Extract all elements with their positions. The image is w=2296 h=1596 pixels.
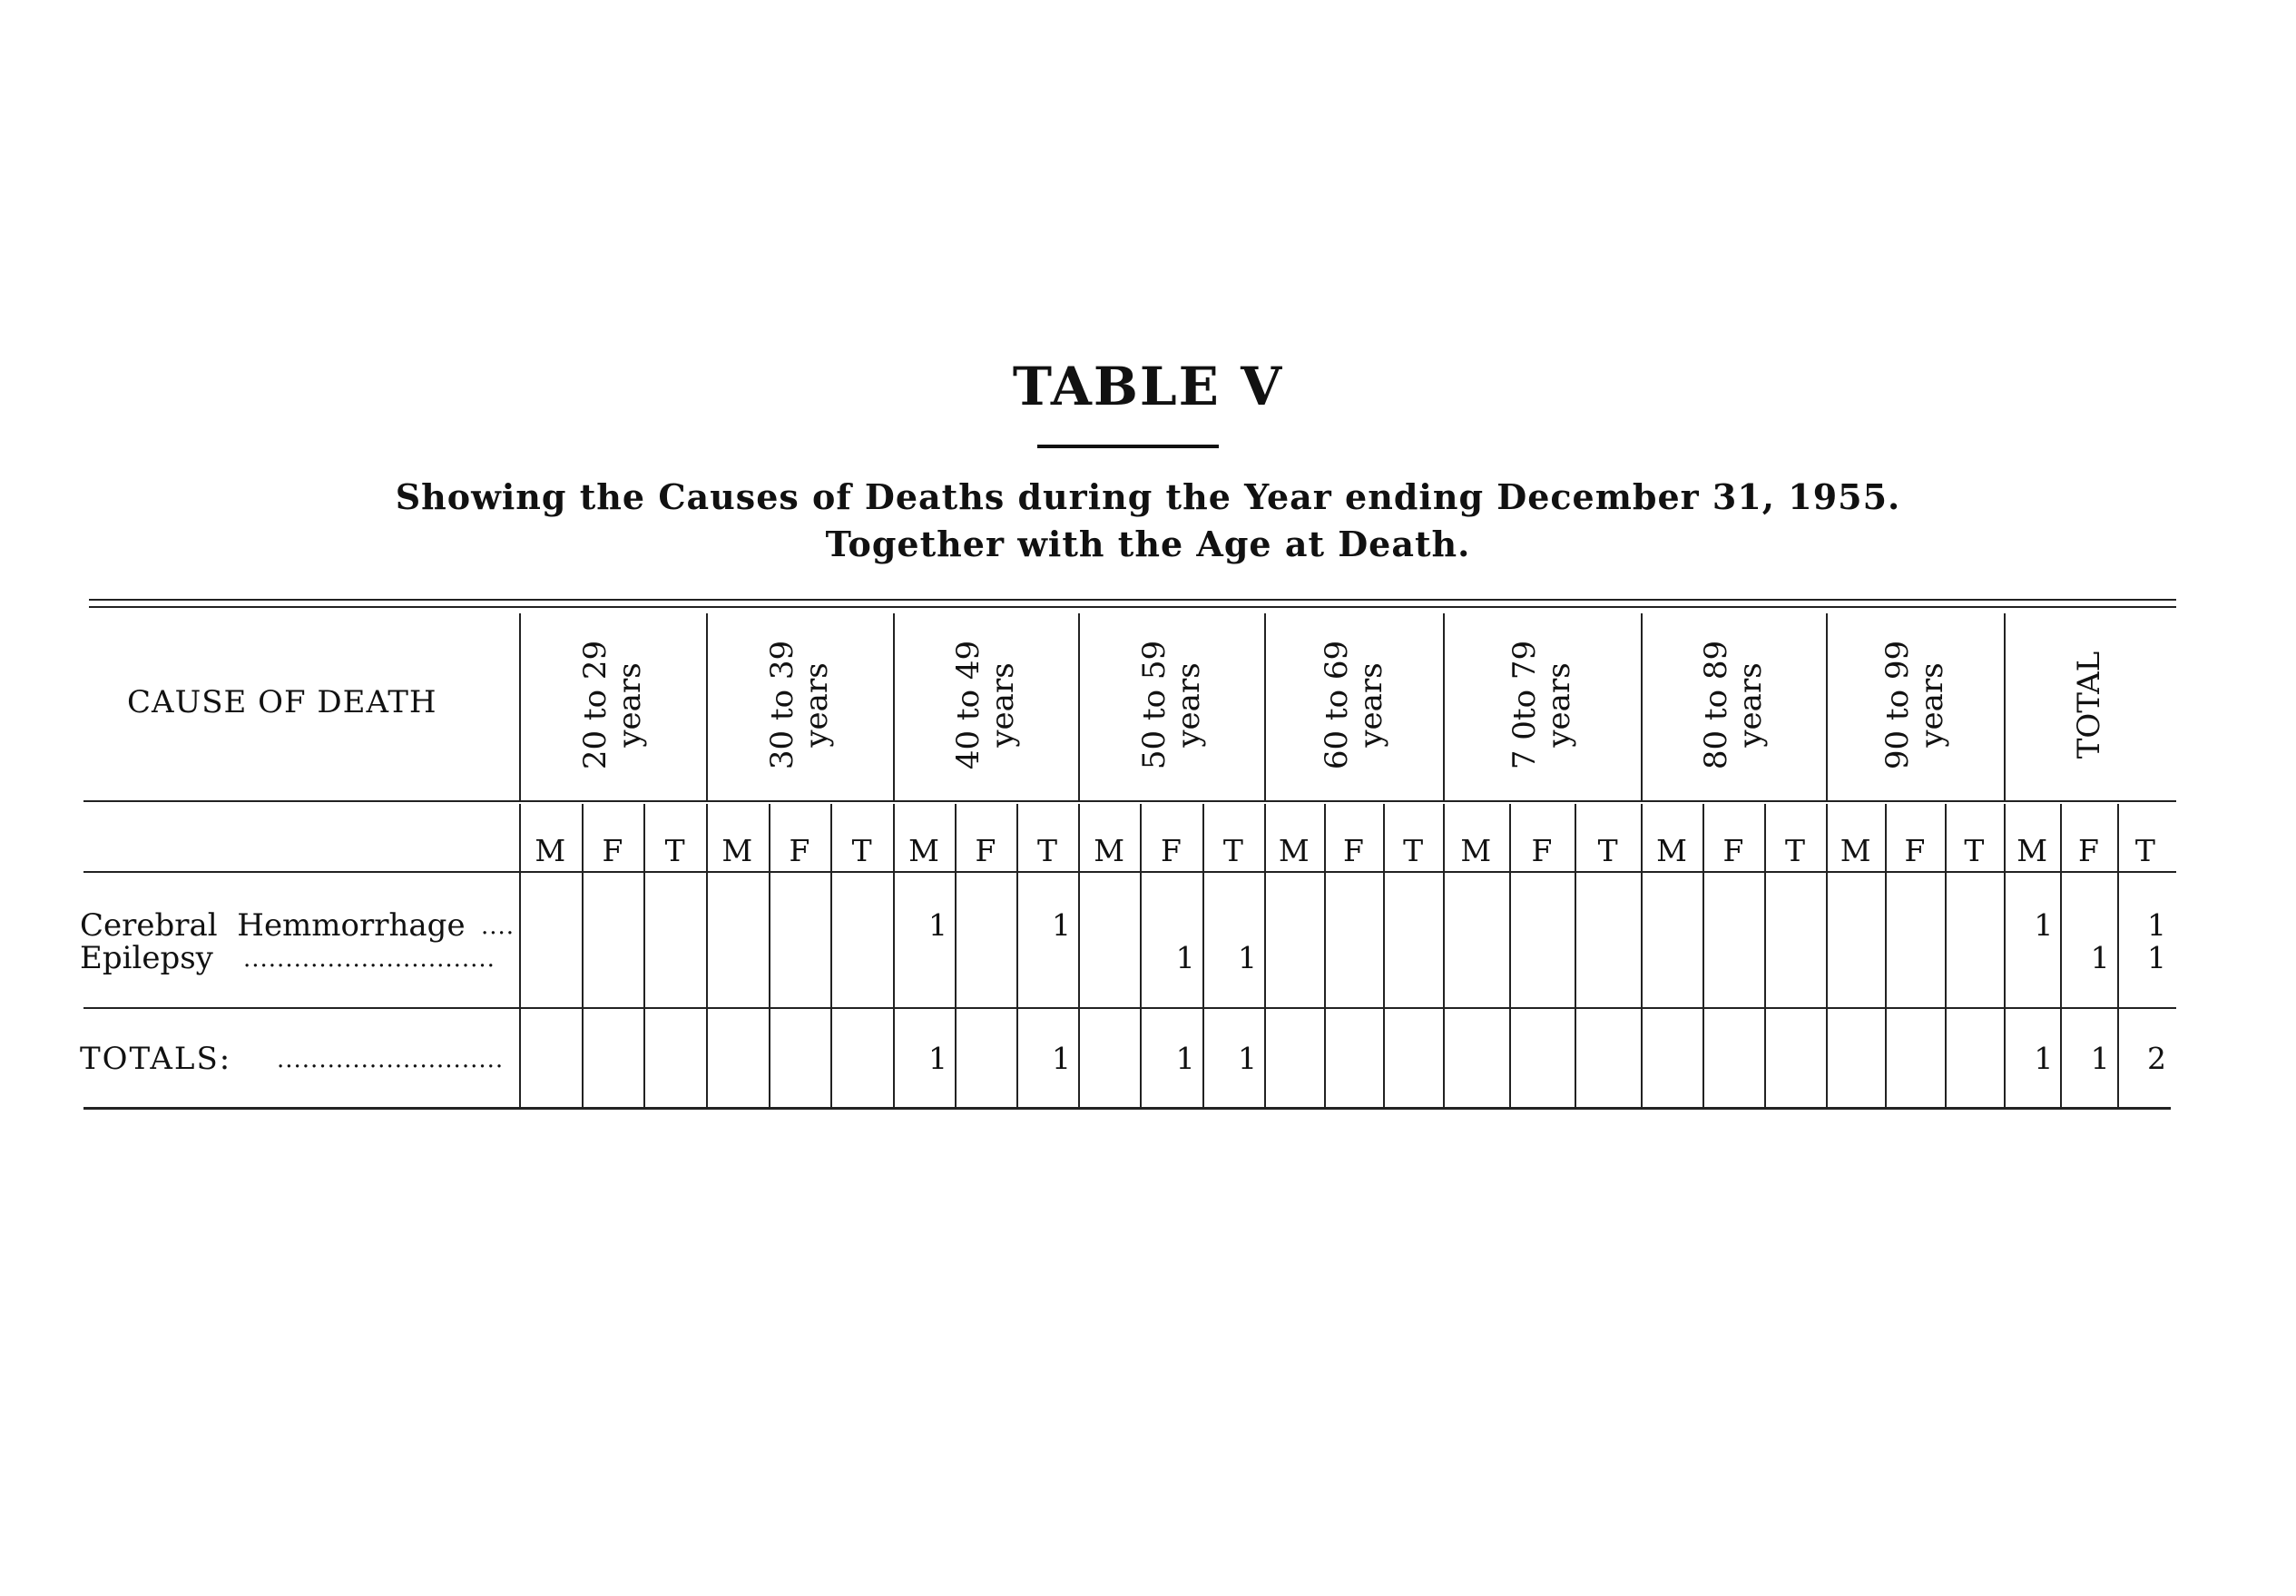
cerebral-hemmorrhage-value: 1 [2034,907,2054,943]
row-label-cerebral-hemmorrhage: Cerebral Hemmorrhage [80,907,466,944]
age-group-header-5 [1320,641,1388,769]
column-divider [1509,804,1511,1109]
sex-label-m: M [1656,833,1687,868]
age-group-unit: years [612,662,648,748]
age-group-header-8 [1880,641,1949,769]
sex-label-f: F [1161,833,1182,868]
sex-label-m: M [535,833,566,868]
table-title: TABLE V [1012,356,1284,417]
column-divider [1764,804,1766,1109]
row-label-epilepsy: Epilepsy [80,940,213,976]
epilepsy-value: 1 [2147,940,2166,975]
top-double-rule-1 [89,599,2176,601]
totals-dots: ........................... [277,1046,505,1073]
column-divider [1575,804,1576,1109]
age-group-header-3 [951,641,1020,769]
row-dots-epilepsy: .............................. [243,945,496,973]
totals-value: 1 [2034,1041,2054,1076]
column-divider [955,804,957,1109]
sex-label-m: M [1460,833,1492,868]
age-group-unit: years [799,662,835,748]
totals-value: 1 [1052,1041,1071,1076]
age-group-header-2 [765,641,834,769]
row-dots-cerebral-hemmorrhage: .... [481,913,515,940]
age-group-header-6 [1507,641,1576,769]
totals-label: TOTALS: [80,1041,232,1077]
sex-label-m: M [2016,833,2048,868]
header-divider [519,613,521,800]
epilepsy-value: 1 [1238,940,1257,975]
age-group-range: 20 to 29 [577,640,613,770]
sex-label-m: M [1094,833,1125,868]
age-group-header-4 [1137,641,1206,769]
column-divider [519,804,521,1109]
column-divider [1016,804,1018,1109]
age-group-range: 90 to 99 [1879,640,1916,770]
subtitle-line-1: Showing the Causes of Deaths during the Year ending December 31, 1955. [395,476,1901,517]
column-divider [1383,804,1385,1109]
totals-value: 2 [2147,1041,2166,1076]
sex-label-m: M [1840,833,1871,868]
sex-label-t: T [1222,833,1243,868]
title-underline [1037,445,1219,448]
sex-label-f: F [1531,833,1553,868]
column-divider [2117,804,2119,1109]
total-header: TOTAL [2070,651,2107,759]
age-group-unit: years [1352,662,1389,748]
sex-label-t: T [2134,833,2155,868]
sex-label-t: T [664,833,685,868]
column-divider [1078,804,1080,1109]
age-group-unit: years [1170,662,1207,748]
top-double-rule-2 [89,606,2176,608]
column-divider [1826,804,1828,1109]
column-divider [769,804,770,1109]
cerebral-hemmorrhage-value: 1 [2147,907,2166,943]
header-divider [1826,613,1828,800]
age-group-unit: years [1732,662,1769,748]
column-divider [2060,804,2062,1109]
column-divider [830,804,832,1109]
sex-label-t: T [1403,833,1424,868]
header-divider [706,613,708,800]
column-divider [1264,804,1266,1109]
column-divider [1140,804,1142,1109]
header-divider [1078,613,1080,800]
sex-label-f: F [602,833,623,868]
header-divider [893,613,895,800]
totals-value: 1 [2090,1041,2110,1076]
column-divider [643,804,645,1109]
cerebral-hemmorrhage-value: 1 [1052,907,1071,943]
subtitle-line-2: Together with the Age at Death. [825,524,1471,564]
sex-label-f: F [975,833,996,868]
age-group-header-7 [1699,641,1768,769]
column-divider [582,804,584,1109]
age-group-unit: years [1541,662,1577,748]
header-divider [1443,613,1445,800]
epilepsy-value: 1 [1175,940,1195,975]
column-divider [893,804,895,1109]
sex-label-t: T [1597,833,1618,868]
column-divider [1443,804,1445,1109]
epilepsy-value: 1 [2090,940,2110,975]
cause-of-death-header: CAUSE OF DEATH [127,684,437,720]
age-group-range: 30 to 39 [764,640,800,770]
cerebral-hemmorrhage-value: 1 [928,907,947,943]
age-group-range: 7 0to 79 [1506,640,1543,770]
sex-label-f: F [1722,833,1744,868]
age-group-range: 80 to 89 [1698,640,1734,770]
sex-label-f: F [789,833,810,868]
sex-label-t: T [851,833,872,868]
sex-label-m: M [1278,833,1310,868]
header-divider [1641,613,1643,800]
totals-value: 1 [1238,1041,1257,1076]
sex-label-f: F [1343,833,1364,868]
column-divider [1702,804,1704,1109]
column-divider [1945,804,1947,1109]
header-divider [2004,613,2006,800]
sex-label-m: M [721,833,753,868]
column-divider [1202,804,1204,1109]
body-bottom-rule [83,1007,2176,1009]
header-divider [1264,613,1266,800]
sex-label-f: F [1904,833,1926,868]
table-bottom-rule [83,1107,2171,1110]
column-divider [1324,804,1326,1109]
age-group-range: 40 to 49 [950,640,986,770]
sex-row-bottom-rule [83,871,2176,873]
column-divider [706,804,708,1109]
age-group-range: 60 to 69 [1318,640,1355,770]
table-subtitle [0,474,2296,568]
column-divider [1641,804,1643,1109]
sex-label-t: T [1964,833,1985,868]
age-group-range: 50 to 59 [1135,640,1173,770]
column-divider [1885,804,1887,1109]
age-group-unit: years [985,662,1021,748]
age-group-header-1 [578,641,647,769]
sex-label-f: F [2078,833,2099,868]
column-divider [2004,804,2006,1109]
sex-label-t: T [1036,833,1057,868]
sex-label-t: T [1784,833,1805,868]
totals-value: 1 [928,1041,947,1076]
sex-label-m: M [908,833,939,868]
totals-value: 1 [1175,1041,1195,1076]
header-bottom-rule [83,800,2176,802]
age-group-unit: years [1914,662,1950,748]
